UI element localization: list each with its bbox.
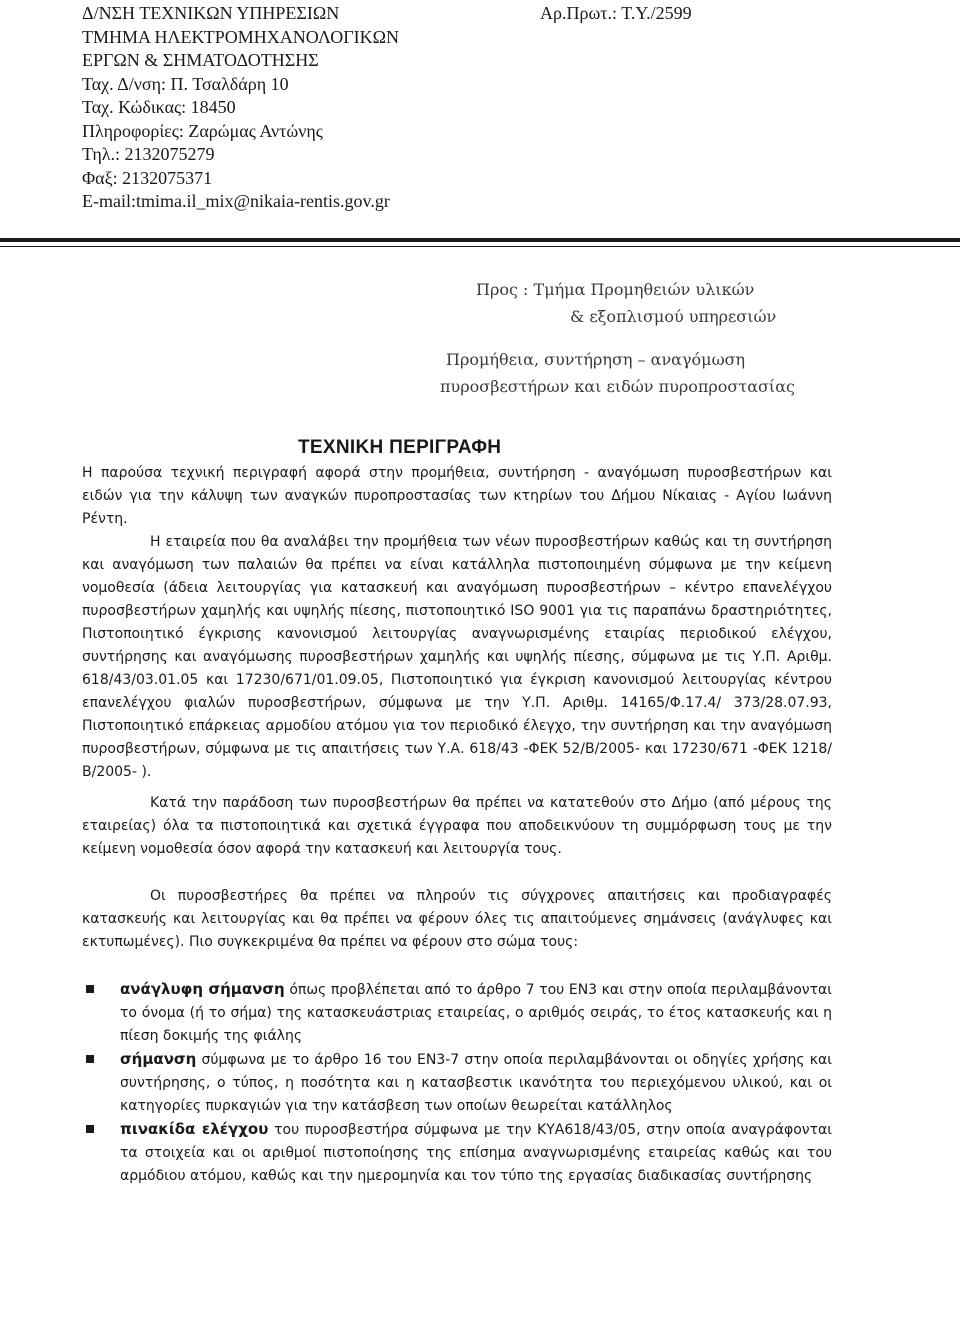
header-divider-thin [0,246,960,247]
list-item [82,1048,832,1118]
sender-block [82,2,502,214]
sender-address: Ταχ. Δ/νση: Π. Τσαλδάρη 10 [82,73,289,94]
paragraph-delivery: Κατά την παράδοση των πυροσβεστήρων θα πρέπει να κατατεθούν στο Δήμο (από μέρους της εταιρείας) όλα τα πιστοποιητικά και σχετικά έγγραφα που αποδεικνύουν τη συμμόρφωση τους με την κείμενη νομοθεσία όσον αφορά την κατασκευή και λειτουργία τους. [82,795,832,857]
subject-line-2: πυροσβεστήρων και ειδών πυροπροστασίας [440,377,795,396]
paragraph-spacer [82,861,832,885]
sender-department-cont: ΕΡΓΩΝ & ΣΗΜΑΤΟΔΟΤΗΣΗΣ [82,50,319,70]
protocol-number: Αρ.Πρωτ.: Τ.Υ./2599 [540,3,692,23]
list-item-term: ανάγλυφη σήμανση [120,980,285,998]
list-item [82,1118,832,1188]
list-item-text: του πυροσβεστήρα σύμφωνα με την ΚΥΑ618/43/05, στην οποία αναγράφονται τα στοιχεία και οι αριθμοί πιστοποίησης της επίσημα αναγνωρισμένης εταιρείας καθώς και του αρμόδιου ατόμου, καθώς και την ημερομηνία και τον τύπο της εργασίας διαδικασίας συντήρησης [120,1122,832,1184]
header-divider-thick [0,238,960,242]
sender-fax: Φαξ: 2132075371 [82,167,213,188]
sender-email: E-mail:tmima.il_mix@nikaia-rentis.gov.gr [82,191,390,211]
list-item-term: πινακίδα ελέγχου [120,1120,269,1138]
list-item-text: σύμφωνα με το άρθρο 16 του ΕΝ3-7 στην οποία περιλαμβάνονται οι οδηγίες χρήσης και συντήρησης, ο τύπος, η ποσότητα και η κατασβεστικ ικανότητα του περιεχόμενου υλικού, και οι κατηγορίες πυρκαγιών για την κατάσβεση των οποίων θεωρείται κατάλληλος [120,1052,832,1114]
list-item-text: όπως προβλέπεται από το άρθρο 7 του ΕΝ3 και στην οποία περιλαμβάνονται το όνομα (ή το σήμα) της κατασκευάστριας εταιρείας, ο αριθμός σειράς, το έτος κατασκευής και η πίεση δοκιμής της φιάλης [120,982,832,1044]
list-item [82,978,832,1048]
recipient-block [476,276,776,330]
paragraph-requirements: Οι πυροσβεστήρες θα πρέπει να πληρούν τις σύγχρονες απαιτήσεις και προδιαγραφές κατασκευής και λειτουργίας και θα πρέπει να φέρουν όλες τις απαιτούμενες σημάνσεις (ανάγλυφες και εκτυπωμένες). Πιο συγκεκριμένα θα πρέπει να φέρουν στο σώμα τους: [82,888,832,950]
paragraph-certification: Η εταιρεία που θα αναλάβει την προμήθεια των νέων πυροσβεστήρων καθώς και τη συντήρηση και αναγόμωση των παλαιών θα πρέπει να είναι κατάλληλα πιστοποιημένη σύμφωνα με την κείμενη νομοθεσία (άδεια λειτουργίας για κατασκευή και αναγόμωση πυροσβεστήρων – κέντρο επανελέγχου πυροσβεστήρων χαμηλής και υψηλής πίεσης, πιστοποιητικό ISO 9001 για τις παραπάνω δραστηριότητες, Πιστοποιητικό έγκρισης κανονισμού λειτουργίας αναγνωρισμένης εταιρίας περιοδικού ελέγχου, συντήρησης και αναγόμωσης πυροσβεστήρων χαμηλής και υψηλής πίεσης, σύμφωνα με τις Υ.Π. Αριθμ. 618/43/03.01.05 και 17230/671/01.09.05, Πιστοποιητικό για έγκριση κανονισμού λειτουργίας κέντρου επανελέγχου φιαλών πυροσβεστήρων, σύμφωνα με την Υ.Π. Αριθμ. 14165/Φ.17.4/ 373/28.07.93, Πιστοποιητικό επάρκειας αρμοδίου ατόμου για τον περιοδικό έλεγχο, την συντήρηση και την αναγόμωση πυροσβεστήρων, σύμφωνα με τις απαιτήσεις των Υ.Α. 618/43 -ΦΕΚ 52/Β/2005- και 17230/671 -ΦΕΚ 1218/Β/2005- ). [82,534,832,780]
paragraph-spacer [82,954,832,978]
subject-line-1: Προμήθεια, συντήρηση – αναγόμωση [446,350,746,369]
recipient-line-1: Προς : Τμήμα Προμηθειών υλικών [476,280,755,299]
sender-contact-person: Πληροφορίες: Ζαρώμας Αντώνης [82,120,323,141]
square-bullet-icon [86,1055,94,1063]
square-bullet-icon [86,1125,94,1133]
subject-block [440,346,795,400]
markings-list [82,978,832,1188]
document-body [82,462,832,1188]
recipient-line-2: & εξοπλισμού υπηρεσιών [570,307,777,326]
sender-phone: Τηλ.: 2132075279 [82,144,215,164]
section-title: ΤΕΧΝΙΚΗ ΠΕΡΙΓΡΑΦΗ [298,437,502,458]
square-bullet-icon [86,985,94,993]
paragraph-scope: Η παρούσα τεχνική περιγραφή αφορά στην προμήθεια, συντήρηση - αναγόμωση πυροσβεστήρων και ειδών για την κάλυψη των αναγκών πυροπροστασίας των κτηρίων του Δήμου Νίκαιας - Αγίου Ιωάννη Ρέντη. [82,465,832,527]
list-item-term: σήμανση [120,1050,197,1068]
sender-directorate: Δ/ΝΣΗ ΤΕΧΝΙΚΩΝ ΥΠΗΡΕΣΙΩΝ [82,3,340,23]
sender-department: ΤΜΗΜΑ ΗΛΕΚΤΡΟΜΗΧΑΝΟΛΟΓΙΚΩΝ [82,26,399,47]
sender-postcode: Ταχ. Κώδικας: 18450 [82,97,236,117]
